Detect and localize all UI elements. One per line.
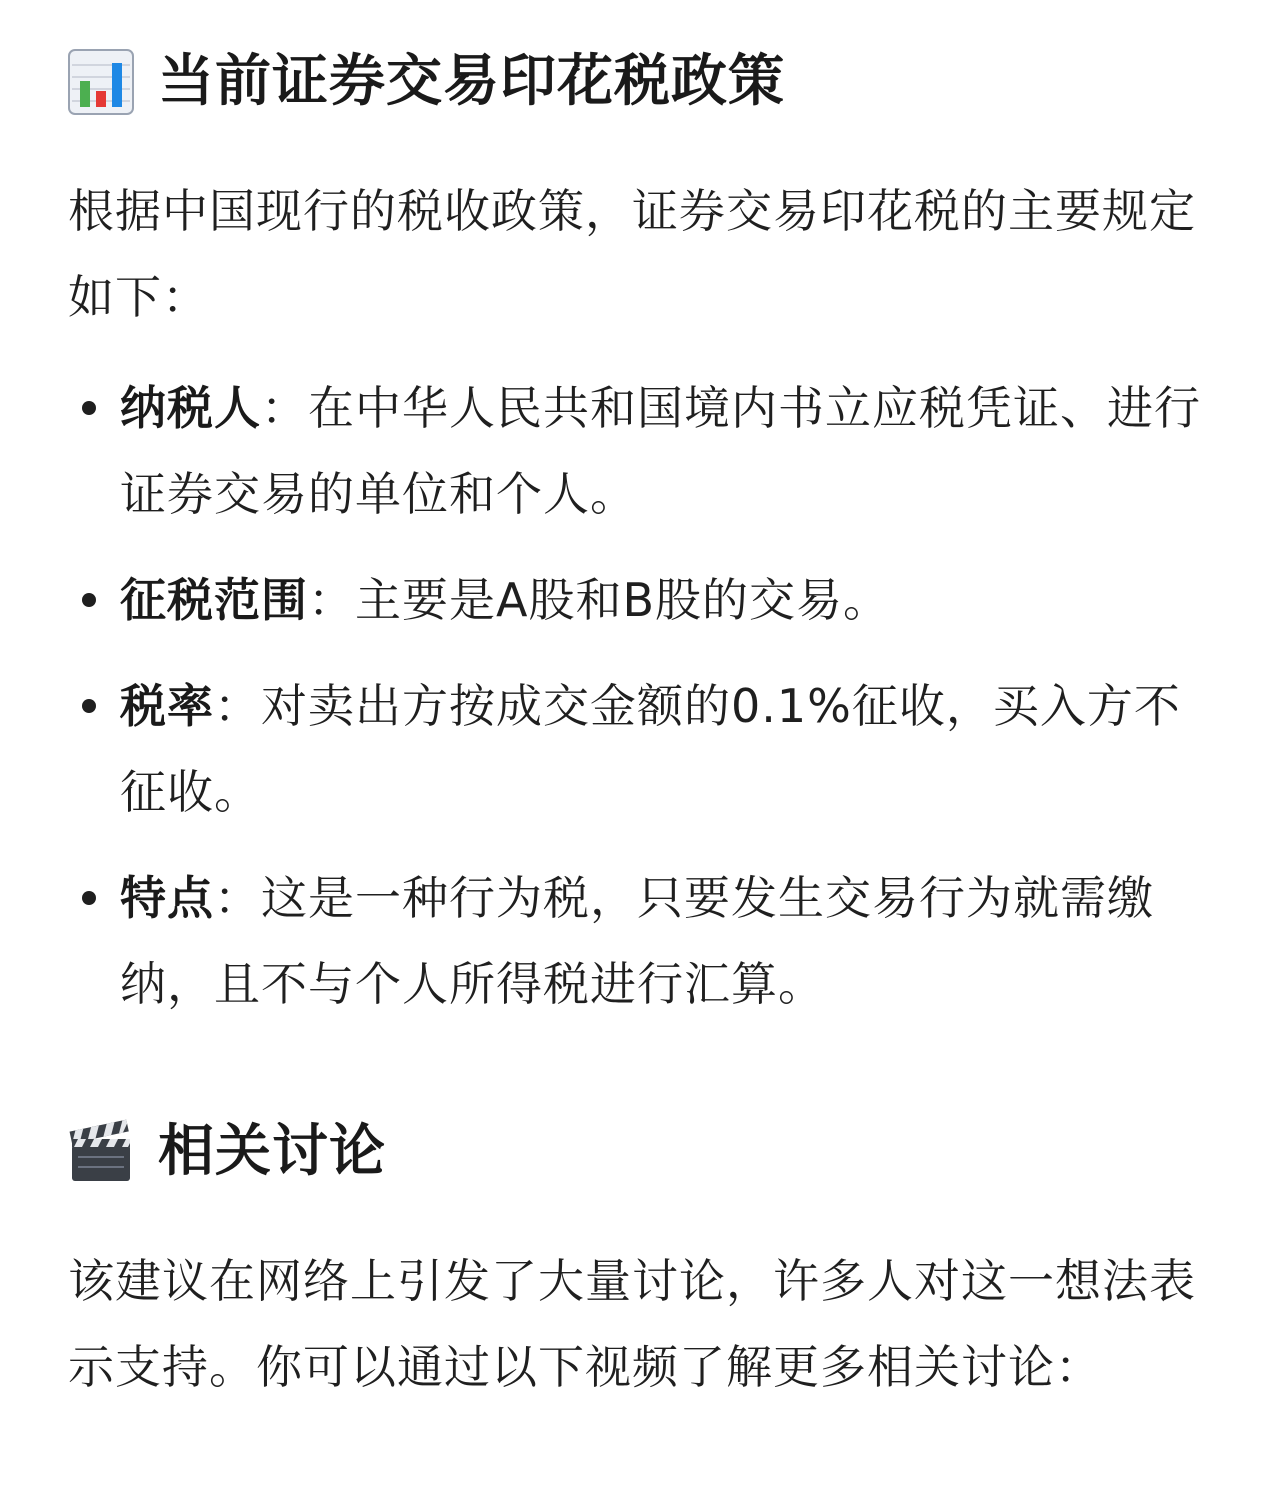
item-term: 征税范围: [120, 573, 308, 627]
item-term: 特点: [120, 871, 214, 925]
clapper-board-icon: [68, 1119, 134, 1185]
bullet-dot: [82, 699, 96, 713]
item-separator: ：: [308, 573, 355, 627]
list-item-rate: [68, 663, 1218, 835]
item-separator: ：: [214, 679, 261, 733]
item-text: 对卖出方按成交金额的0.1%征收，买入方不征收。: [120, 679, 1181, 819]
bar-chart-icon: [68, 49, 134, 115]
section-title: 相关讨论: [158, 1119, 386, 1184]
bullet-dot: [82, 401, 96, 415]
item-term: 纳税人: [120, 381, 261, 435]
list-item-feature: [68, 855, 1218, 1027]
section-title: 当前证券交易印花税政策: [158, 49, 785, 114]
bullet-dot: [82, 891, 96, 905]
discussion-paragraph: 该建议在网络上引发了大量讨论，许多人对这一想法表示支持。你可以通过以下视频了解更多相关讨论：: [68, 1254, 1196, 1394]
item-term: 税率: [120, 679, 214, 733]
list-item-scope: [68, 557, 1218, 643]
item-text: 在中华人民共和国境内书立应税凭证、进行证券交易的单位和个人。: [120, 381, 1201, 521]
section-heading-stamp-tax: [68, 46, 785, 118]
item-separator: ：: [261, 381, 308, 435]
section-heading-discussion: [68, 1116, 386, 1188]
policy-list: [68, 365, 1218, 1047]
list-item-taxpayer: [68, 365, 1218, 537]
intro-paragraph: 根据中国现行的税收政策，证券交易印花税的主要规定如下：: [68, 184, 1196, 324]
item-separator: ：: [214, 871, 261, 925]
item-text: 这是一种行为税，只要发生交易行为就需缴纳，且不与个人所得税进行汇算。: [120, 871, 1154, 1011]
bullet-dot: [82, 593, 96, 607]
item-text: 主要是A股和B股的交易。: [355, 573, 891, 627]
